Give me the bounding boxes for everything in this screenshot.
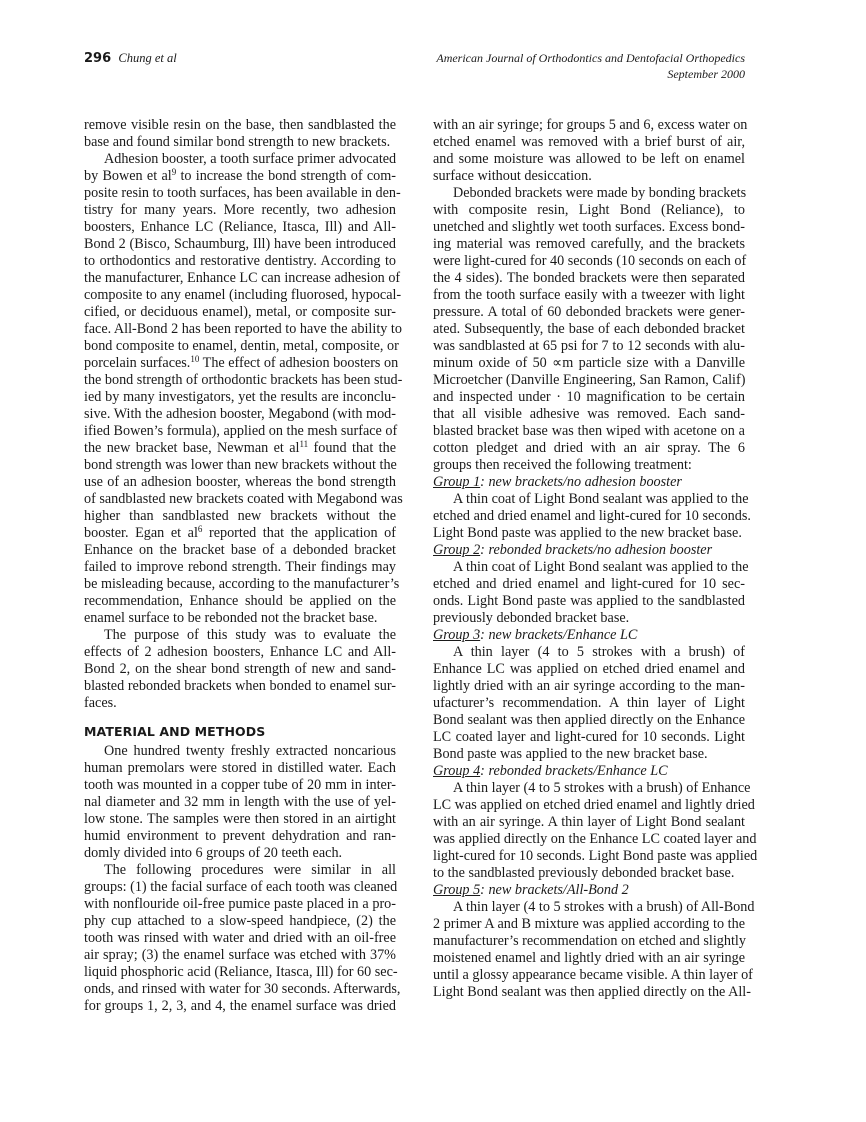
text-line: with composite resin, Light Bond (Reliance), to [433,202,745,218]
text-line: the new bracket base, Newman et $al^{11}$ found that the [84,439,396,456]
text-line: was applied directly on the Enhance LC coated layer and [433,831,757,847]
text-line: was sandblasted at 65 psi for 7 to 12 seconds with alu- [433,338,745,354]
text-line: of sandblasted new brackets coated with Megabond was [84,491,403,507]
text-line: A thin layer (4 to 5 strokes with a brush) of All-Bond [453,899,755,915]
text-line: lightly dried with an air syringe according to the man- [433,678,745,694]
text-line: humid environment to prevent dehydration and ran- [84,828,396,844]
text-line: previously debonded bracket base. [433,610,630,626]
text-line: use of an adhesion booster, whereas the bond strength [84,474,396,490]
text-line: remove visible resin on the base, then sandblasted the [84,117,396,133]
text-line: etched and dried enamel and light-cured for 10 sec- [433,576,745,592]
citation-superscript: 6 [197,524,203,534]
group-label: Group 1 [433,474,481,490]
text-line: to the sandblasted previously debonded bracket base. [433,865,735,881]
text-line: the 4 sides). The bonded brackets were then separated [433,270,745,286]
text-line: phy cup attached to a slow-speed handpiece, (2) the [84,913,396,929]
text-line: and some moisture was allowed to be left on enamel [433,151,745,167]
group-description: : new brackets/Enhance LC [480,627,638,643]
text-line: 2 primer A and B mixture was applied according to the [433,916,745,932]
group-label: Group 5 [433,882,481,898]
text-line: Debonded brackets were made by bonding brackets [453,185,747,201]
text-line: LC was applied on etched dried enamel and lightly dried [433,797,755,813]
text-line: The purpose of this study was to evaluate the [104,627,396,643]
group-description: : rebonded brackets/Enhance LC [480,763,668,779]
text-line: minum oxide of 50 ∝m particle size with a Danville [433,355,745,371]
text-line: tistry for many years. More recently, two adhesion [84,202,396,218]
text-line: by Bowen et $al^9$ to increase the bond strength of com- [84,167,397,184]
issue-date: September 2000 [667,67,745,81]
text-line: face. All-Bond 2 has been reported to have the ability to [84,321,402,337]
group-label: Group 4 [433,763,481,779]
group-description: : new brackets/All-Bond 2 [480,882,629,898]
text-line: ied by many investigators, yet the results are inconclu- [84,389,396,405]
text-line: were light-cured for 40 seconds (10 seconds on each of [433,253,747,269]
text-line: liquid phosphoric acid (Reliance, Itasca, Ill) for 60 sec- [84,964,398,980]
text-line: porcelain surfaces.$^{10}$ The effect of adhesion boosters on [84,354,399,371]
text-line: posite resin to tooth surfaces, has been available in den- [84,185,401,201]
header-left [84,50,177,66]
text-line: A thin coat of Light Bond sealant was applied to the [453,491,749,507]
text-line: until a glossy appearance became visible. A thin layer of [433,967,753,983]
text-line: blasted bracket base was then wiped with acetone on a [433,423,745,439]
text-line: air spray; (3) the enamel surface was etched with 37% [84,947,396,963]
text-line: with an air syringe; for groups 5 and 6, excess water on [433,117,748,133]
group-subheading [433,882,745,899]
text-line: nal diameter and 32 mm in length with the use of yel- [84,794,396,810]
text-line: booster. Egan et $al^6$ reported that the application of [84,524,396,541]
text-line: human premolars were stored in distilled water. Each [84,760,396,776]
text-line: groups: (1) the facial surface of each tooth was cleaned [84,879,398,895]
citation-superscript: 10 [190,354,200,364]
text-line: unetched and slightly wet tooth surfaces. Excess bond- [433,219,745,235]
group-subheading [433,542,745,559]
text-line: for groups 1, 2, 3, and 4, the enamel surface was dried [84,998,396,1014]
text-line: low stone. The samples were then stored in an airtight [84,811,396,827]
text-line: recommendation, Enhance should be applied on the [84,593,396,609]
text-line: light-cured for 10 seconds. Light Bond paste was applied [433,848,758,864]
text-line: to orthodontics and restorative dentistry. According to [84,253,396,269]
group-subheading [433,627,745,644]
text-line: and inspected under · 10 magnification to be certain [433,389,745,405]
page-number: 296 [84,51,112,66]
text-line: faces. [84,695,117,711]
group-label: Group 2 [433,542,481,558]
methods-text-block [84,743,401,1015]
text-line: with an air syringe. A thin layer of Light Bond sealant [433,814,745,830]
text-line: moistened enamel and lightly dried with an air syringe [433,950,745,966]
text-line: Bond paste was applied to the new bracket base. [433,746,708,762]
text-line: be misleading because, according to the manufacturer’s [84,576,400,592]
text-line: A thin coat of Light Bond sealant was applied to the [453,559,749,575]
text-line: onds. Light Bond paste was applied to the sandblasted [433,593,745,609]
right-column [433,117,758,1001]
text-line: Bond sealant was then applied directly on the Enhance [433,712,745,728]
text-line: One hundred twenty freshly extracted noncarious [104,743,396,759]
text-line: ing material was removed carefully, and the brackets [433,236,745,252]
text-line: the manufacturer, Enhance LC can increase adhesion of [84,270,401,286]
text-line: Enhance on the bracket base of a debonded bracket [84,542,396,558]
text-line: from the tooth surface easily with a tweezer with light [433,287,745,303]
text-line: Light Bond paste was applied to the new bracket base. [433,525,742,541]
text-line: boosters, Enhance LC (Reliance, Itasca, Ill) and All- [84,219,396,235]
text-line: higher than sandblasted new brackets without the [84,508,396,524]
text-line: cotton pledget and dried with an air spray. The 6 [433,440,745,456]
text-line: effects of 2 adhesion boosters, Enhance LC and All- [84,644,396,660]
text-line: enamel surface to be rebonded not the bracket base. [84,610,378,626]
text-line: etched and dried enamel and light-cured for 10 seconds. [433,508,751,524]
text-line: pressure. A total of 60 debonded brackets were gener- [433,304,745,320]
text-line: with nonflouride oil-free pumice paste placed in a pro- [84,896,396,912]
text-line: tooth was rinsed with water and dried with an oil-free [84,930,396,946]
text-line: Bond 2 (Bisco, Schaumburg, Ill) have been introduced [84,236,396,252]
journal-title: American Journal of Orthodontics and Dentofacial Orthopedics [436,51,745,65]
text-line: the bond strength of orthodontic brackets has been stud- [84,372,403,388]
group-label: Group 3 [433,627,481,643]
text-line: cified, or deciduous enamel), metal, or composite sur- [84,304,396,320]
group-subheading [433,474,745,491]
text-line: onds, and rinsed with water for 30 seconds. Afterwards, [84,981,401,997]
text-line: surface without desiccation. [433,168,592,184]
citation-superscript: 9 [171,167,177,177]
header-right [436,50,745,82]
text-line: failed to improve rebond strength. Their findings may [84,559,396,575]
text-line: composite to any enamel (including fluorosed, hypocal- [84,287,402,303]
text-line: ified Bowen’s formula), applied on the mesh surface of [84,423,398,439]
intro-text-block [84,117,403,712]
text-line: blasted rebonded brackets when bonded to enamel sur- [84,678,396,694]
text-line: manufacturer’s recommendation on etched and slightly [433,933,746,949]
text-line: bond strength was lower than new brackets without the [84,457,397,473]
text-line: LC coated layer and light-cured for 10 seconds. Light [433,729,745,745]
text-line: Light Bond sealant was then applied directly on the All- [433,984,751,1000]
text-line: A thin layer (4 to 5 strokes with a brush) of Enhance [453,780,751,796]
text-line: A thin layer (4 to 5 strokes with a brush) of [453,644,745,660]
section-heading-methods: MATERIAL AND METHODS [84,724,266,739]
running-author: Chung et al [118,51,177,65]
group-description: : rebonded brackets/no adhesion booster [480,542,713,558]
text-line: Microetcher (Danville Engineering, San Ramon, Calif) [433,372,746,388]
methods-continued-text-block [433,117,758,1001]
text-line: sive. With the adhesion booster, Megabond (with mod- [84,406,396,422]
left-column [84,117,403,1015]
text-line: tooth was mounted in a copper tube of 20 mm in inter- [84,777,396,793]
text-line: groups then received the following treatment: [433,457,692,473]
text-line: base and found similar bond strength to new brackets. [84,134,391,150]
text-line: etched enamel was removed with a brief burst of air, [433,134,745,150]
text-line: ufacturer’s recommendation. A thin layer of Light [433,695,745,711]
text-line: Adhesion booster, a tooth surface primer advocated [104,151,397,167]
group-description: : new brackets/no adhesion booster [480,474,682,490]
group-subheading [433,763,745,780]
text-line: that all visible adhesive was removed. Each sand- [433,406,745,422]
text-line: domly divided into 6 groups of 20 teeth each. [84,845,343,861]
text-line: ated. Subsequently, the base of each debonded bracket [433,321,745,337]
text-line: The following procedures were similar in all [104,862,396,878]
text-line: Enhance LC was applied on etched dried enamel and [433,661,745,677]
citation-superscript: 11 [299,439,309,449]
text-line: bond composite to enamel, dentin, metal, composite, or [84,338,399,354]
text-line: Bond 2, on the shear bond strength of new and sand- [84,661,396,677]
page-header [0,0,866,90]
